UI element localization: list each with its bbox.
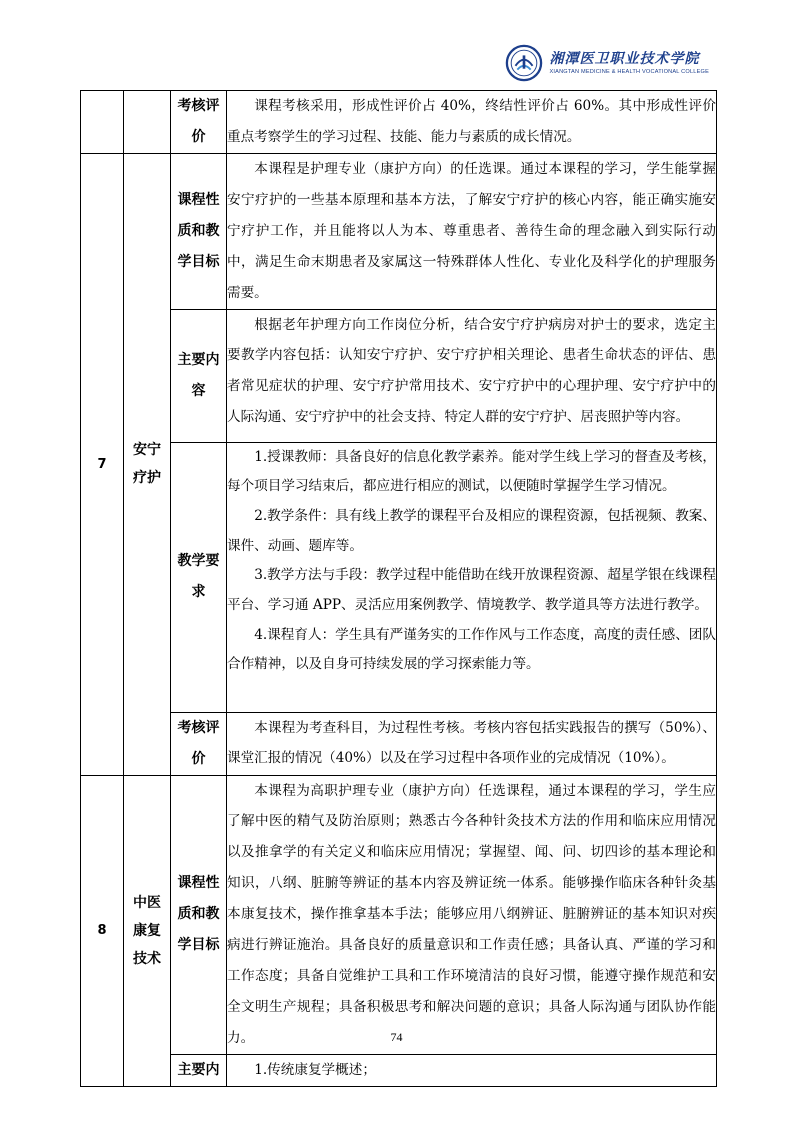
objectives-content: 本课程为高职护理专业（康护方向）任选课程，通过本课程的学习，学生应了解中医的精气及防治原则；熟悉古今各种针灸技术方法的作用和临床应用情况以及推拿学的有关定义和临床应用情况；掌握望、闻、问、切四诊的基本理论和知识，八纲、脏腑等辨证的基本内容及辨证统一体系。能够操作临床各种针灸基本康复技术，操作推拿基本手法；能够应用八纲辨证、脏腑辨证的基本知识对疾病进行辨证施治。具备良好的质量意识和工作责任感；具备认真、严谨的学习和工作态度；具备自觉维护工具和工作环境清洁的良好习惯，能遵守操作规范和安全文明生产规程；具备积极思考和解决问题的意识；具备人际沟通与团队协作能力。 xyxy=(227,775,717,1054)
assessment-content: 本课程为考查科目，为过程性考核。考核内容包括实践报告的撰写（50%）、课堂汇报的情况（40%）以及在学习过程中各项作业的完成情况（10%）。 xyxy=(227,712,717,775)
row-label-requirements: 教学要 求 xyxy=(171,442,227,712)
objectives-content: 本课程是护理专业（康护方向）的任选课。通过本课程的学习，学生能掌握安宁疗护的一些基本原理和基本方法，了解安宁疗护的核心内容，能正确实施安宁疗护工作，并且能将以人为本、尊重患者、善待生命的理念融入到实际行动中，满足生命末期患者及家属这一特殊群体人性化、专业化及科学化的护理服务需要。 xyxy=(227,154,717,310)
row-label-objectives: 课程性 质和教 学目标 xyxy=(171,775,227,1054)
course-number: 8 xyxy=(81,775,124,1086)
course-name: 中医 康复 技术 xyxy=(124,775,171,1086)
college-name-cn: 湘潭医卫职业技术学院 xyxy=(549,51,700,67)
row-label-assessment: 考核评 价 xyxy=(171,91,227,154)
course-name-cell-empty xyxy=(124,91,171,154)
requirements-content: 1.授课教师：具备良好的信息化教学素养。能对学生线上学习的督查及考核，每个项目学习结束后，都应进行相应的测试，以便随时掌握学生学习情况。 2.教学条件：具有线上教学的课程平台及相应的课程资源，包括视频、教案、课件、动画、题库等。 3.教学方法与手段：教学过程中能借助在线开放课程资源、超星学银在线课程平台、学习通 APP、灵活应用案例教学、情境教学、教学道具等方法进行教学。 4.课程育人：学生具有严谨务实的工作作风与工作态度，高度的责任感、团队合作精神，以及自身可持续发展的学习探索能力等。 xyxy=(227,442,717,712)
main-content-text: 根据老年护理方向工作岗位分析，结合安宁疗护病房对护士的要求，选定主要教学内容包括：认知安宁疗护、安宁疗护相关理论、患者生命状态的评估、患者常见症状的护理、安宁疗护常用技术、安宁疗护中的心理护理、安宁疗护中的人际沟通、安宁疗护中的社会支持、特定人群的安宁疗护、居丧照护等内容。 xyxy=(227,309,717,442)
college-logo xyxy=(505,44,709,82)
table-row-course7-content xyxy=(81,309,717,442)
curriculum-table xyxy=(80,90,717,1087)
college-emblem-icon xyxy=(505,44,543,82)
table-row-course8-content xyxy=(81,1054,717,1086)
row-label-objectives: 课程性 质和教 学目标 xyxy=(171,154,227,310)
main-content-text: 1.传统康复学概述； xyxy=(227,1054,717,1086)
row-label-assessment: 考核评 价 xyxy=(171,712,227,775)
college-name-en: XIANGTAN MEDICINE & HEALTH VOCATIONAL COLLEGE xyxy=(549,69,709,75)
table-row-course7-objectives xyxy=(81,154,717,310)
row-label-main-content: 主要内 容 xyxy=(171,309,227,442)
table-row-top-assessment xyxy=(81,91,717,154)
page-number: 74 xyxy=(390,1030,403,1044)
course-number: 7 xyxy=(81,154,124,776)
table-row-course8-objectives xyxy=(81,775,717,1054)
row-label-main-content: 主要内 xyxy=(171,1054,227,1086)
number-cell-empty xyxy=(81,91,124,154)
table-row-course7-requirements xyxy=(81,442,717,712)
assessment-content: 课程考核采用，形成性评价占 40%，终结性评价占 60%。其中形成性评价重点考察学生的学习过程、技能、能力与素质的成长情况。 xyxy=(227,91,717,154)
course-name: 安宁 疗护 xyxy=(124,154,171,776)
table-row-course7-assessment xyxy=(81,712,717,775)
